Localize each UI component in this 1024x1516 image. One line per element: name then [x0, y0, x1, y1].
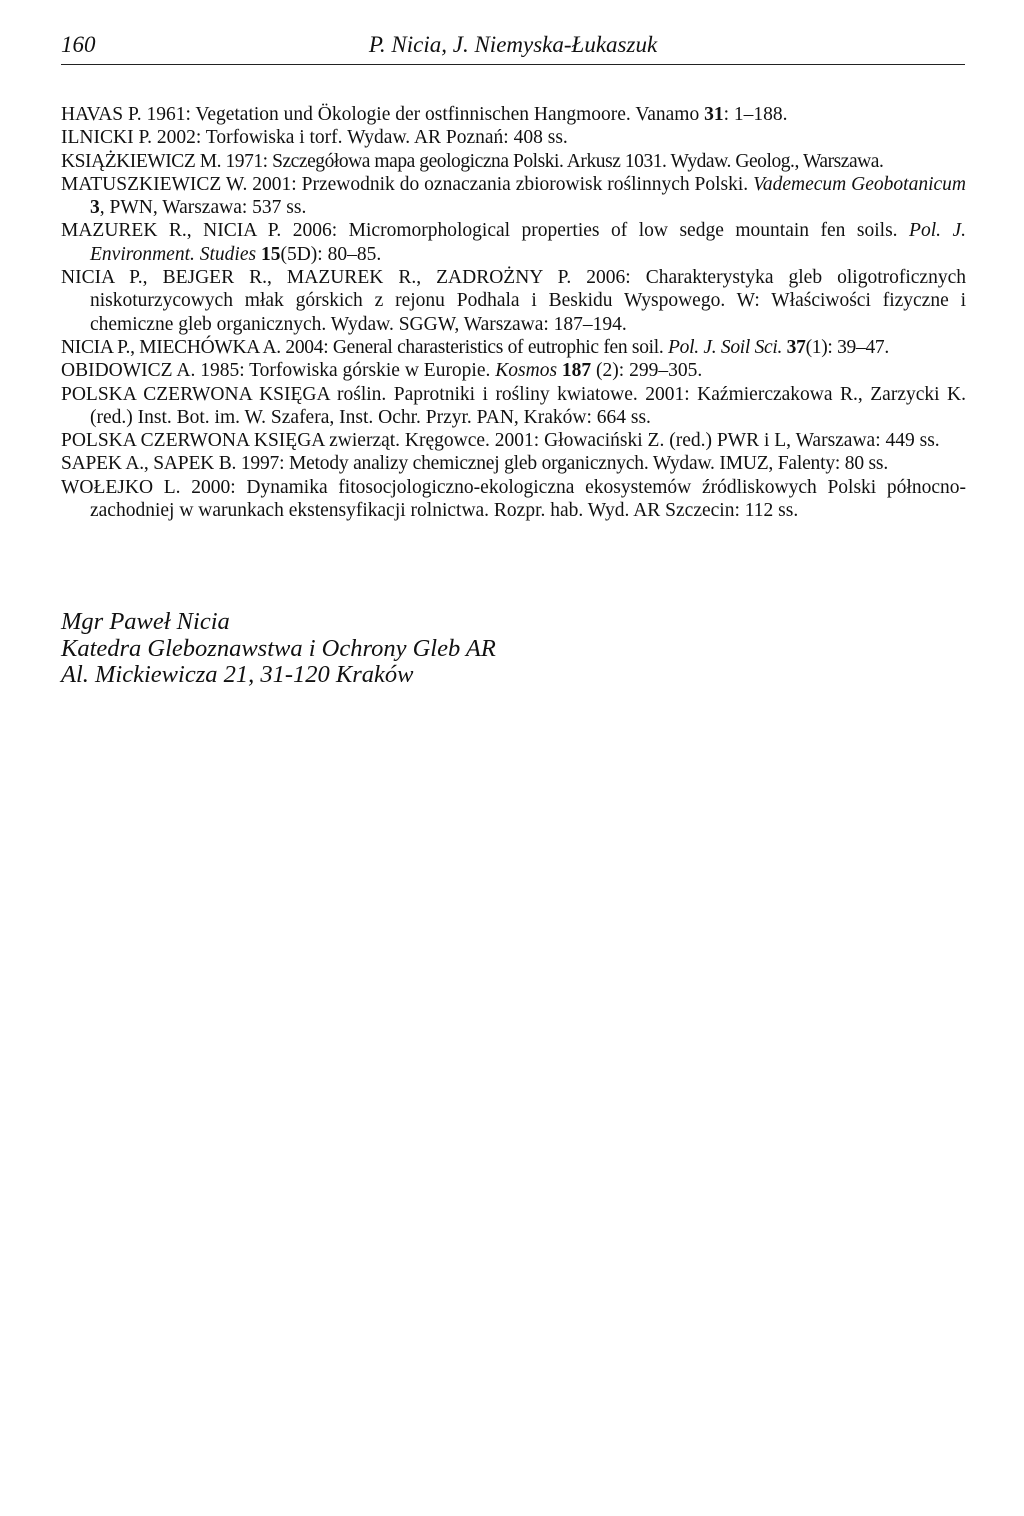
reference-item: SAPEK A., SAPEK B. 1997: Metody analizy chemicznej gleb organicznych. Wydaw. IMUZ, Falenty: 80 ss.	[61, 453, 888, 475]
author-address	[61, 609, 496, 689]
author-name: Mgr Paweł Nicia	[61, 608, 230, 635]
reference-list	[61, 103, 966, 522]
reference-item: POLSKA CZERWONA KSIĘGA roślin. Paprotniki i rośliny kwiatowe. 2001: Kaźmierczakowa R., Zarzycki K. (red.) Inst. Bot. im. W. Szafera, Inst. Ochr. Przyr. PAN, Kraków: 664 ss.	[61, 383, 966, 428]
reference-item: OBIDOWICZ A. 1985: Torfowiska górskie w Europie. Kosmos 187 (2): 299–305.	[61, 360, 703, 382]
page-number: 160	[61, 32, 96, 57]
reference-item: KSIĄŻKIEWICZ M. 1971: Szczegółowa mapa geologiczna Polski. Arkusz 1031. Wydaw. Geolog., Warszawa.	[61, 150, 884, 172]
reference-item: ILNICKI P. 2002: Torfowiska i torf. Wydaw. AR Poznań: 408 ss.	[61, 127, 568, 149]
reference-item: NICIA P., BEJGER R., MAZUREK R., ZADROŻNY P. 2006: Charakterystyka gleb oligotroficznych niskoturzycowych młak górskich z rejonu Podhala i Beskidu Wyspowego. W: Właściwości fizyczne i chemiczne gleb organicznych. Wydaw. SGGW, Warszawa: 187–194.	[61, 267, 966, 335]
reference-item: HAVAS P. 1961: Vegetation und Ökologie der ostfinnischen Hangmoore. Vanamo 31: 1–188.	[61, 104, 788, 125]
running-head: P. Nicia, J. Niemyska-Łukaszuk	[368, 32, 658, 57]
author-department: Katedra Gleboznawstwa i Ochrony Gleb AR	[61, 634, 496, 662]
page-header	[61, 28, 965, 65]
reference-item: POLSKA CZERWONA KSIĘGA zwierząt. Kręgowce. 2001: Głowaciński Z. (red.) PWR i L, Warszawa: 449 ss.	[61, 430, 940, 452]
reference-item: WOŁEJKO L. 2000: Dynamika fitosocjologiczno-ekologiczna ekosystemów źródliskowych Polski północno-zachodniej w warunkach ekstensyfikacji rolnictwa. Rozpr. hab. Wyd. AR Szczecin: 112 ss.	[61, 476, 966, 522]
reference-item: MAZUREK R., NICIA P. 2006: Micromorphological properties of low sedge mountain fen soils. Pol. J. Environment. Studies 15(5D): 80–85.	[61, 220, 967, 265]
reference-item: MATUSZKIEWICZ W. 2001: Przewodnik do oznaczania zbiorowisk roślinnych Polski. Vademecum Geobotanicum 3, PWN, Warszawa: 537 ss.	[61, 173, 966, 219]
reference-item: NICIA P., MIECHÓWKA A. 2004: General charasteristics of eutrophic fen soil. Pol. J. Soil Sci. 37(1): 39–47.	[61, 336, 889, 358]
author-street: Al. Mickiewicza 21, 31-120 Kraków	[61, 661, 414, 688]
